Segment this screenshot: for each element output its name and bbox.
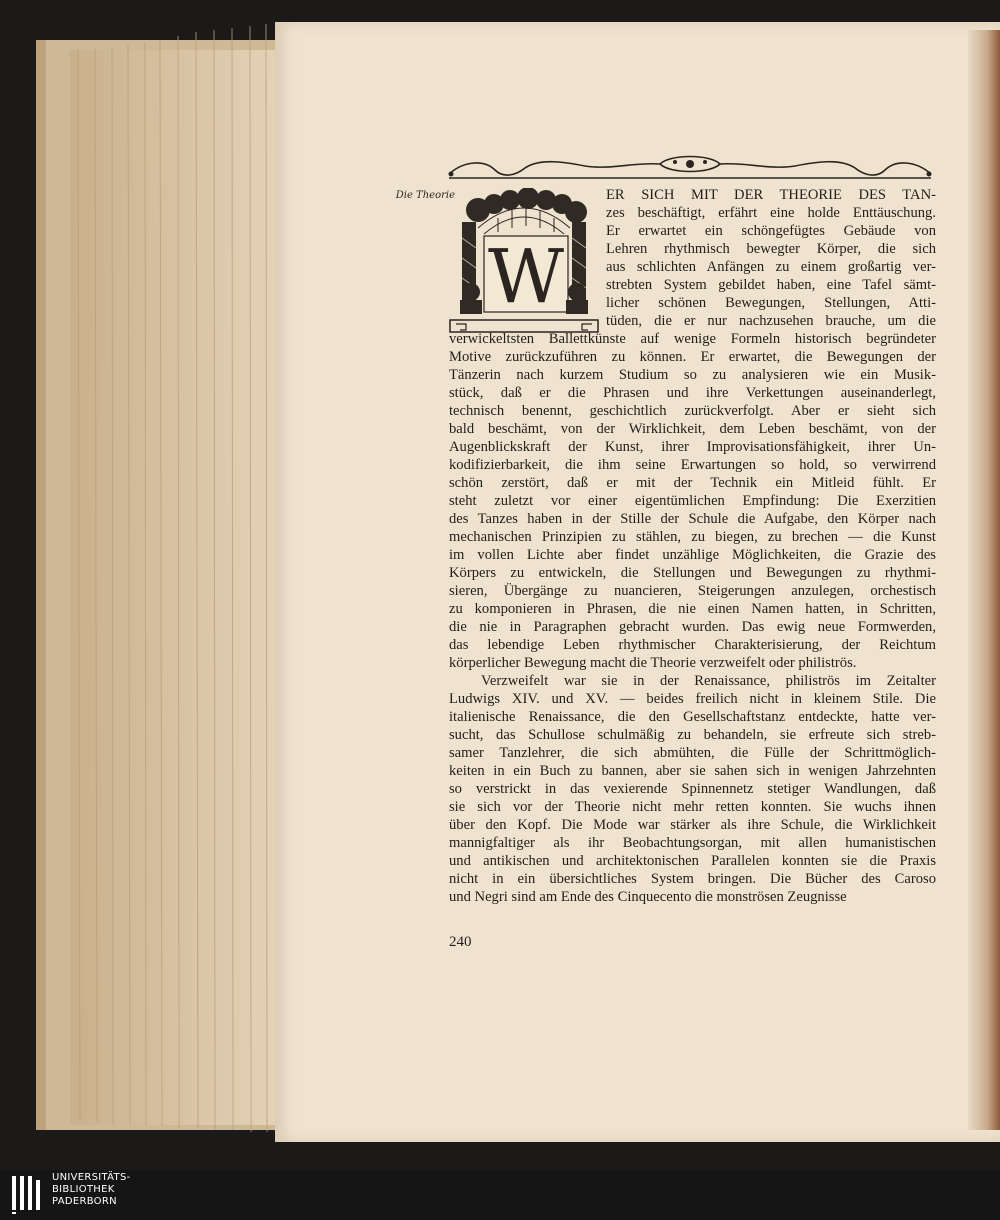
text-line: aus schlichten Anfängen zu einem großartig ver-	[606, 259, 936, 275]
logo-text-line3: PADERBORN	[52, 1196, 117, 1207]
text-line: Ludwigs XIV. und XV. — beides freilich nicht in kleinem Stile. Die	[449, 691, 936, 707]
text-line: Augenblickskraft der Kunst, ihrer Improvisationsfähigkeit, ihrer Un-	[449, 439, 936, 455]
text-line: sieren, Übergänge zu nuancieren, Steigerungen anzulegen, orchestisch	[449, 583, 936, 599]
text-line: schön zerstört, daß er mit der Technik ein Mitleid fühlt. Er	[449, 475, 936, 491]
margin-note: Die Theorie	[395, 190, 455, 201]
text-line: technisch benennt, geschichtlich zurückverfolgt. Aber er sieht sich	[449, 403, 936, 419]
text-line: italienische Renaissance, die den Gesellschaftstanz entdeckte, hatte ver-	[449, 709, 936, 725]
text-line: Er erwartet ein schöngefügtes Gebäude von	[606, 223, 936, 239]
text-line: körperlicher Bewegung macht die Theorie verzweifelt oder philiströs.	[449, 655, 857, 671]
text-line: bald beschämt, von der Wirklichkeit, dem Leben beschämt, von der	[449, 421, 936, 437]
text-line: mannigfaltiger als ihr Beobachtungsorgan, mit allen humanistischen	[449, 835, 936, 851]
text-line: zu komponieren in Phrasen, die nie einen Namen hatten, in Schritten,	[449, 601, 936, 617]
text-line: strebten System gebildet haben, eine Tafel sämt-	[606, 277, 936, 293]
text-line: licher schönen Bewegungen, Stellungen, Atti-	[606, 295, 936, 311]
library-logo-icon	[10, 1174, 48, 1214]
text-line: so verstrickt in das vexierende Spinnennetz stetiger Wandlungen, daß	[449, 781, 936, 797]
text-line: über den Kopf. Die Mode war stärker als ihre Schule, die Wirklichkeit	[449, 817, 936, 833]
text-line: sie sich vor der Theorie nicht mehr retten konnten. Sie wuchs ihnen	[449, 799, 936, 815]
text-line: kodifizierbarkeit, die ihm seine Erwartungen so hold, so verwirrend	[449, 457, 936, 473]
text-line: im vollen Lichte aber findet unzählige Möglichkeiten, die Grazie des	[449, 547, 936, 563]
text-line: Körpers zu entwickeln, die Stellungen und Bewegungen zu rhythmi-	[449, 565, 936, 581]
text-line: keiten in ein Buch zu bannen, aber sie sahen sich in wenigen Jahrzehnten	[449, 763, 936, 779]
text-line: Tänzerin nach kurzem Studium so zu analysieren wie ein Musik-	[449, 367, 936, 383]
drop-cap-letter: W	[487, 234, 565, 320]
text-line: die nie in Paragraphen gebracht wurden. Das ewig neue Formwerden,	[449, 619, 936, 635]
logo-text-line1: UNIVERSITÄTS-	[52, 1172, 131, 1183]
text-line: verwickeltsten Ballettkünste auf wenige Formeln historisch begründeter	[449, 331, 936, 347]
decorated-initial	[448, 188, 600, 334]
page-right-edge	[968, 30, 1000, 1130]
text-line: nicht in ein übersichtliches System bringen. Die Bücher des Caroso	[449, 871, 936, 887]
text-line: des Tanzes haben in der Stille der Schule die Aufgabe, den Körper nach	[449, 511, 936, 527]
text-line: Lehren rhythmisch bewegter Körper, die sich	[606, 241, 936, 257]
page-number: 240	[449, 934, 472, 950]
text-line: stück, daß er die Phrasen und ihre Verkettungen auseinanderlegt,	[449, 385, 936, 401]
text-line: zes beschäftigt, erfährt eine holde Enttäuschung.	[606, 205, 936, 221]
text-line: mechanischen Prinzipien zu stählen, zu biegen, zu brechen — die Kunst	[449, 529, 936, 545]
text-line: das lebendige Leben rhythmischer Charakterisierung, der Reichtum	[449, 637, 936, 653]
text-line: Motive zurückzuführen zu können. Er erwartet, die Bewegungen der	[449, 349, 936, 365]
text-line: samer Tanzlehrer, die sich abmühten, die Fülle der Schrittmöglich-	[449, 745, 936, 761]
text-line: sucht, das Schullose schulmäßig zu behandeln, sie erfreute sich streb-	[449, 727, 936, 743]
logo-text-line2: BIBLIOTHEK	[52, 1184, 115, 1195]
text-line: und antikischen und architektonischen Parallelen konnten sie die Praxis	[449, 853, 936, 869]
text-line: steht zuletzt vor einer eigentümlichen Empfindung: Die Exerzitien	[449, 493, 936, 509]
text-line: tüden, die er nur nachzusehen brauche, um die	[606, 313, 936, 329]
text-line: Verzweifelt war sie in der Renaissance, philiströs im Zeitalter	[481, 673, 936, 689]
text-line: und Negri sind am Ende des Cinquecento die monströsen Zeugnisse	[449, 889, 847, 905]
text-line: ER SICH MIT DER THEORIE DES TAN-	[606, 187, 936, 203]
footer-bar	[0, 1170, 1000, 1220]
headpiece-ornament	[445, 152, 935, 188]
